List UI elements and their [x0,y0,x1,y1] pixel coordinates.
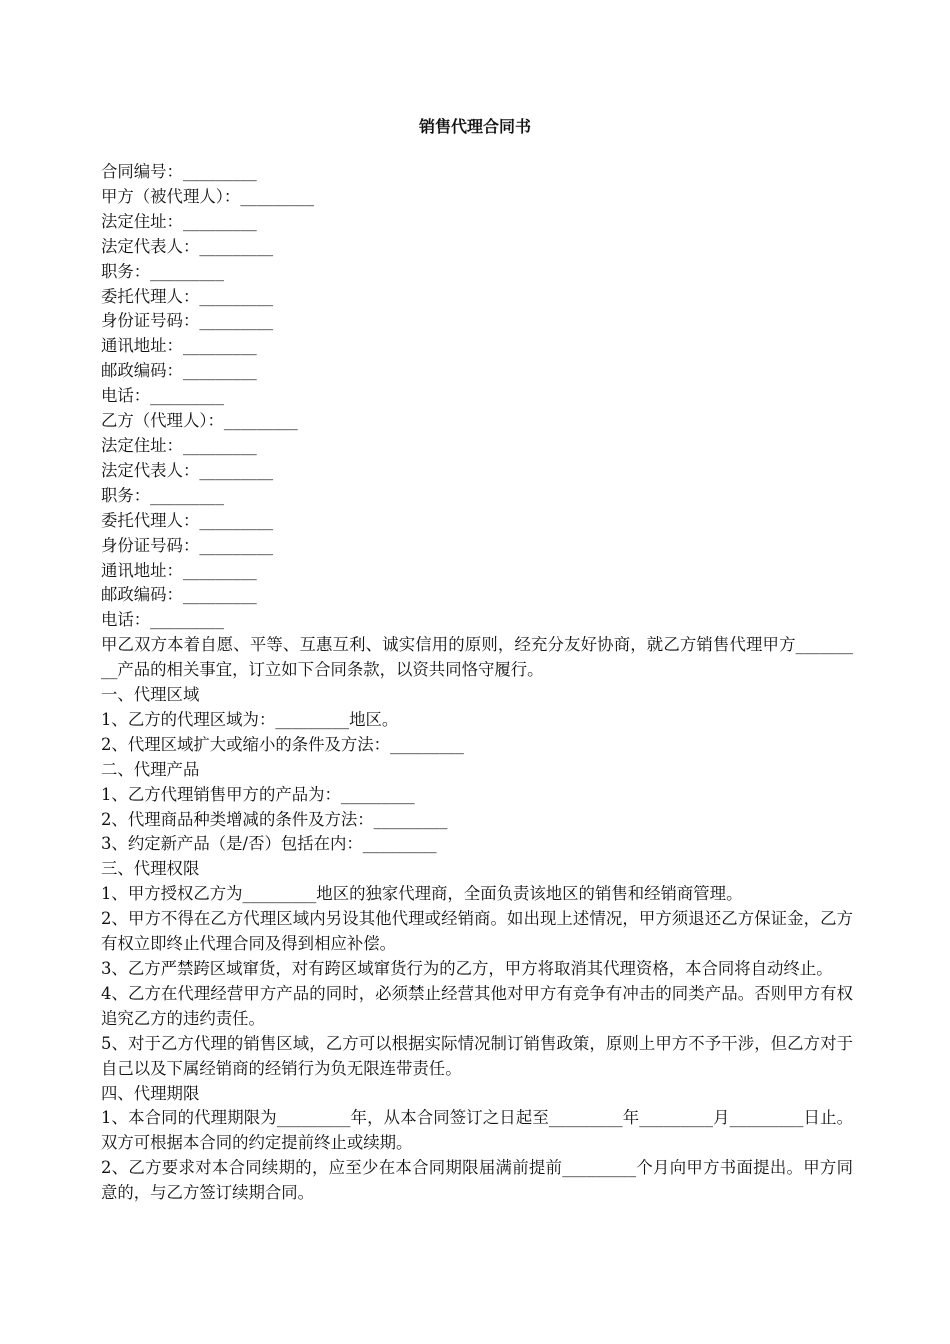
clause: 2、代理商品种类增减的条件及方法：_________ [101,809,448,829]
clause: 4、乙方在代理经营甲方产品的同时，必须禁止经营其他对甲方有竞争有冲击的同类产品。否则甲方有权追究乙方的违约责任。 [101,983,853,1028]
section-heading: 二、代理产品 [101,759,200,779]
clause: 1、乙方代理销售甲方的产品为：_________ [101,784,415,804]
clause: 1、本合同的代理期限为_________年，从本合同签订之日起至_________年_________月_________日止。双方可根据本合同的约定提前终止或续期。 [101,1108,853,1153]
section-term [101,1082,853,1207]
clause: 2、代理区域扩大或缩小的条件及方法：_________ [101,734,464,754]
section-heading: 三、代理权限 [101,859,200,879]
field-party-a-postcode: 邮政编码：_________ [101,361,257,381]
field-party-b-agent: 委托代理人：_________ [101,510,274,530]
header-fields [101,160,853,633]
field-contract-number: 合同编号：_________ [101,162,257,181]
field-party-a-mail-address: 通讯地址：_________ [101,336,257,356]
field-party-a-phone: 电话：_________ [101,386,224,406]
field-party-a-address: 法定住址：_________ [101,211,257,231]
clause: 3、约定新产品（是/否）包括在内：_________ [101,834,437,854]
section-heading: 一、代理区域 [101,685,200,705]
field-party-b-postcode: 邮政编码：_________ [101,585,257,605]
field-party-b-position: 职务：_________ [101,485,224,505]
clause: 2、甲方不得在乙方代理区域内另设其他代理或经销商。如出现上述情况，甲方须退还乙方保证金，乙方有权立即终止代理合同及得到相应补偿。 [101,909,853,954]
field-party-b-mail-address: 通讯地址：_________ [101,560,257,580]
section-products [101,758,853,858]
field-party-a-id: 身份证号码：_________ [101,311,274,331]
section-authority [101,857,853,1081]
field-party-b-address: 法定住址：_________ [101,435,257,455]
contract-body [101,160,853,1206]
field-party-a-legal-rep: 法定代表人：_________ [101,236,274,256]
preamble-paragraph: 甲乙双方本着自愿、平等、互惠互利、诚实信用的原则，经充分友好协商，就乙方销售代理甲方_________产品的相关事宜，订立如下合同条款，以资共同恪守履行。 [101,635,853,680]
clause: 5、对于乙方代理的销售区域，乙方可以根据实际情况制订销售政策，原则上甲方不予干涉，但乙方对于自己以及下属经销商的经销行为负无限连带责任。 [101,1033,853,1078]
clause: 1、甲方授权乙方为_________地区的独家代理商，全面负责该地区的销售和经销商管理。 [101,884,743,904]
field-party-b-id: 身份证号码：_________ [101,535,274,555]
field-party-b: 乙方（代理人）：_________ [101,411,298,431]
section-region [101,683,853,758]
clause: 1、乙方的代理区域为：_________地区。 [101,709,399,729]
field-party-a-position: 职务：_________ [101,261,224,281]
field-party-b-phone: 电话：_________ [101,610,224,630]
field-party-a-agent: 委托代理人：_________ [101,286,274,306]
field-party-b-legal-rep: 法定代表人：_________ [101,460,274,480]
clause: 2、乙方要求对本合同续期的，应至少在本合同期限届满前提前_________个月向甲方书面提出。甲方同意的，与乙方签订续期合同。 [101,1158,853,1203]
clause: 3、乙方严禁跨区域窜货，对有跨区域窜货行为的乙方，甲方将取消其代理资格，本合同将自动终止。 [101,959,833,978]
field-party-a: 甲方（被代理人）：_________ [101,186,315,206]
section-heading: 四、代理期限 [101,1083,200,1103]
document-title: 销售代理合同书 [418,117,531,136]
